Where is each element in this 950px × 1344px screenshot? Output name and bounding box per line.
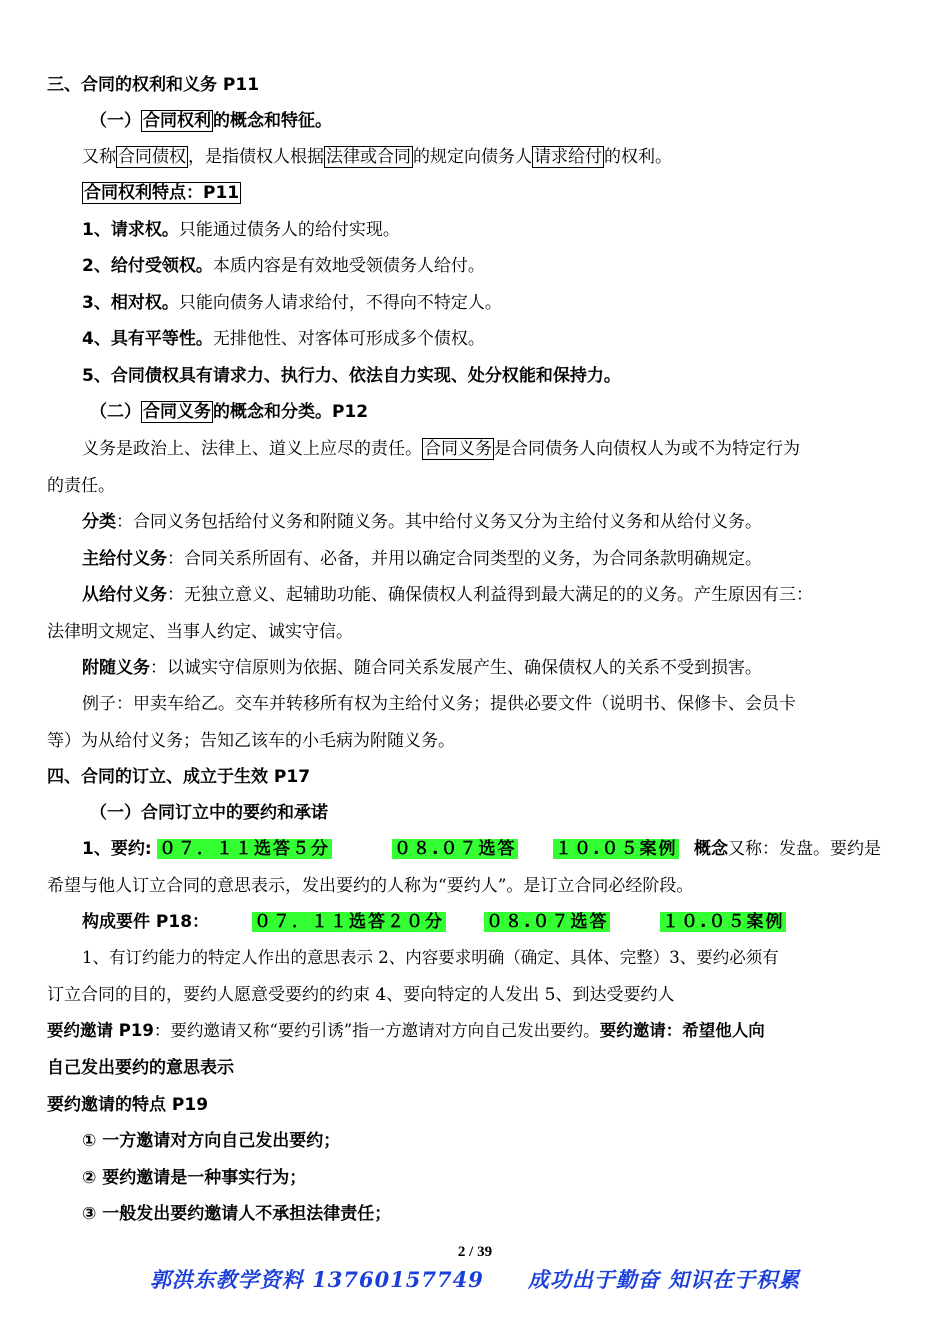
offer-line-1 xyxy=(82,838,332,860)
req-highlight-2 xyxy=(484,911,610,933)
text: 义务是政治上、法律上、道义上应尽的责任。 xyxy=(82,439,422,459)
subsection-suffix: 的概念和特征。 xyxy=(213,111,332,131)
sub-duty-line-1 xyxy=(82,584,813,606)
req-highlight-3 xyxy=(660,911,786,933)
exam-highlight: １０.０５案例 xyxy=(555,839,678,859)
offer-line-2: 希望与他人订立合同的意思表示，发出要约的人称为“要约人”。是订立合同必经阶段。 xyxy=(47,876,694,896)
requirements-line-1: 1、有订约能力的特定人作出的意思表示 2、内容要求明确（确定、具体、完整）3、要约必须有 xyxy=(82,948,779,967)
section-3-title: 三、合同的权利和义务 P11 xyxy=(47,75,260,95)
invitation-feature-item: ② 要约邀请是一种事实行为； xyxy=(82,1168,307,1188)
subsection-suffix: 的概念和分类。P12 xyxy=(213,402,369,422)
boxed-term: 法律或合同 xyxy=(326,147,411,167)
text: ，是指债权人根据 xyxy=(188,147,324,167)
invitation-feature-item: ① 一方邀请对方向自己发出要约； xyxy=(82,1131,341,1151)
feature-head: 3、相对权。 xyxy=(82,293,179,313)
requirements-head xyxy=(82,911,209,933)
term-body: ：要约邀请又称“要约引诱”指一方邀请对方向自己发出要约。 xyxy=(153,1021,600,1040)
term-body: ：合同关系所固有、必备，并用以确定合同类型的义务，为合同条款明确规定。 xyxy=(167,549,762,569)
classification xyxy=(82,511,762,533)
subsection-4-1-heading: （一）合同订立中的要约和承诺 xyxy=(90,803,328,823)
term-head: 从给付义务 xyxy=(82,585,167,605)
exam-highlight: ０７．１１选答５分 xyxy=(159,839,331,859)
example-line-2: 等）为从给付义务；告知乙该车的小毛病为附随义务。 xyxy=(47,731,455,751)
term-body: ：合同义务包括给付义务和附随义务。其中给付义务又分为主给付义务和从给付义务。 xyxy=(116,512,762,532)
term-head: 要约邀请 P19 xyxy=(47,1021,154,1040)
sub-duty-line-2: 法律明文规定、当事人约定、诚实守信。 xyxy=(47,622,353,642)
term-head: 概念 xyxy=(694,839,728,859)
invitation-feature-item: ③ 一般发出要约邀请人不承担法律责任； xyxy=(82,1204,392,1224)
boxed-term: 请求给付 xyxy=(534,147,602,167)
feature-body: 只能向债务人请求给付，不得向不特定人。 xyxy=(178,293,502,313)
boxed-term: 合同义务 xyxy=(424,439,492,459)
offer-concept xyxy=(694,838,881,860)
exam-highlight: ０８.０７选答 xyxy=(394,839,517,859)
feature-item xyxy=(82,292,502,314)
term-head: 附随义务 xyxy=(82,658,150,678)
exam-highlight: ０７．１１选答２０分 xyxy=(254,912,444,932)
offer-highlight-2 xyxy=(392,838,518,860)
feature-head: 1、请求权。 xyxy=(82,220,179,240)
term-body: ：以诚实守信原则为依据、随合同关系发展产生、确保债权人的关系不受到损害。 xyxy=(150,658,762,678)
boxed-heading: 合同权利特点：P11 xyxy=(84,183,240,203)
requirements-line-2: 订立合同的目的，要约人愿意受要约的约束 4、要向特定的人发出 5、到达受要约人 xyxy=(47,985,675,1005)
footer-brand-text: 郭洪东教学资料 13760157749 成功出于勤奋 知识在于积累 xyxy=(149,1267,801,1292)
feature-item xyxy=(82,365,621,387)
offer-highlight-3 xyxy=(553,838,679,860)
invitation-line-1 xyxy=(47,1020,765,1042)
term-head: 构成要件 P18： xyxy=(82,912,210,932)
duty-definition-line-2: 的责任。 xyxy=(47,476,115,496)
feature-body: 本质内容是有效地受领债务人给付。 xyxy=(212,256,485,276)
subsection-3-1-heading xyxy=(90,110,332,132)
boxed-term: 合同债权 xyxy=(118,147,186,167)
feature-body: 无排他性、对客体可形成多个债权。 xyxy=(212,329,485,349)
text: 的权利。 xyxy=(604,147,672,167)
text: 是合同债务人向债权人为或不为特定行为 xyxy=(494,439,800,459)
feature-item xyxy=(82,219,400,241)
invitation-line-2: 自己发出要约的意思表示 xyxy=(47,1058,234,1078)
exam-highlight: １０.０５案例 xyxy=(662,912,785,932)
term-bold: 要约邀请：希望他人向 xyxy=(599,1021,765,1040)
feature-item xyxy=(82,328,485,350)
boxed-term: 合同权利 xyxy=(143,111,211,131)
subsection-prefix: （二） xyxy=(90,402,141,422)
subsection-3-2-heading xyxy=(90,401,368,423)
subsection-prefix: （一） xyxy=(90,111,141,131)
duty-definition-line-1 xyxy=(82,438,800,460)
accessory-duty xyxy=(82,657,762,679)
text: 的规定向债务人 xyxy=(413,147,532,167)
offer-head: 1、要约: xyxy=(82,839,152,859)
page-number: 2 / 39 xyxy=(457,1244,493,1260)
feature-head: 2、给付受领权。 xyxy=(82,256,213,276)
feature-head: 4、具有平等性。 xyxy=(82,329,213,349)
req-highlight-1 xyxy=(252,911,446,933)
feature-head: 5、合同债权具有请求力、执行力、依法自力实现、处分权能和保持力。 xyxy=(82,366,621,386)
text: 又称 xyxy=(82,147,116,167)
term-head: 主给付义务 xyxy=(82,549,167,569)
boxed-term: 合同义务 xyxy=(143,402,211,422)
example-line-1: 例子：甲卖车给乙。交车并转移所有权为主给付义务；提供必要文件（说明书、保修卡、会员卡 xyxy=(82,694,796,714)
feature-item xyxy=(82,255,485,277)
term-body: 又称：发盘。要约是 xyxy=(728,839,881,859)
term-body: ：无独立意义、起辅助功能、确保债权人利益得到最大满足的的义务。产生原因有三： xyxy=(167,585,813,605)
term-head: 分类 xyxy=(82,512,116,532)
features-title xyxy=(82,182,241,204)
invitation-features-title: 要约邀请的特点 P19 xyxy=(47,1095,209,1115)
contract-right-definition xyxy=(82,146,672,168)
main-duty xyxy=(82,548,762,570)
exam-highlight: ０８.０７选答 xyxy=(486,912,609,932)
feature-body: 只能通过债务人的给付实现。 xyxy=(178,220,400,240)
section-4-title: 四、合同的订立、成立于生效 P17 xyxy=(47,767,311,787)
